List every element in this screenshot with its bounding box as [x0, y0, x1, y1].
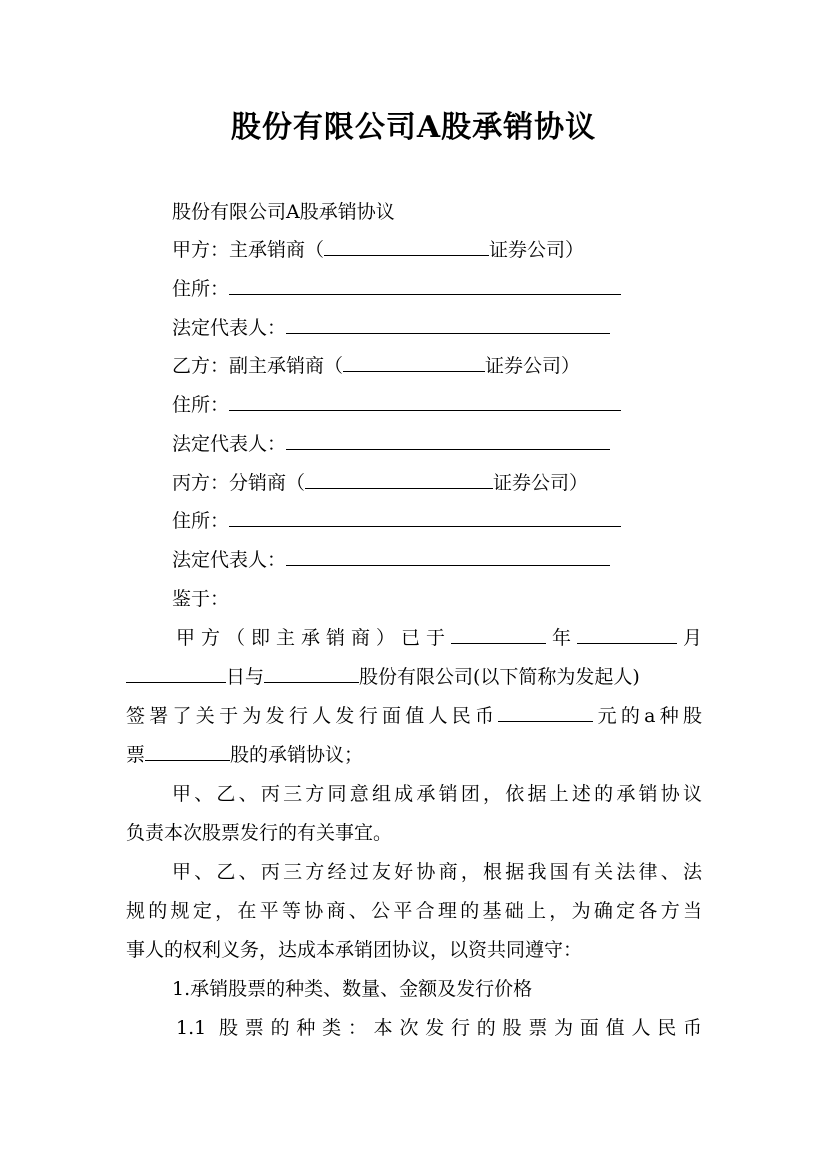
para1-line1: 甲方（即主承销商）已于 年 月 [176, 627, 702, 649]
party-c-label: 丙方：分销商（ [172, 472, 306, 494]
blank-field [305, 470, 493, 489]
address-a-label: 住所： [172, 278, 230, 300]
blank-field [229, 276, 621, 295]
subtitle: 股份有限公司A股承销协议 [172, 201, 395, 223]
section-heading-1: 1.承销股票的种类、数量、金额及发行价格 [172, 978, 533, 1000]
para3-line2: 规的规定，在平等协商、公平合理的基础上，为确定各方当 [126, 900, 702, 922]
party-b-label: 乙方：副主承销商（ [172, 355, 344, 377]
party-c-suffix: 证券公司） [493, 472, 589, 494]
whereas-label: 鉴于： [172, 588, 230, 610]
party-a-suffix: 证券公司） [489, 239, 585, 261]
address-a-line [172, 276, 621, 302]
blank-field [145, 742, 230, 761]
address-b-label: 住所： [172, 394, 230, 416]
party-a-line [172, 237, 584, 263]
blank-field [126, 664, 226, 683]
address-b-line [172, 392, 621, 418]
para1-line2: 日与 股份有限公司(以下简称为发起人) [126, 664, 702, 690]
party-c-line [172, 470, 588, 496]
blank-field [286, 547, 610, 566]
blank-field [324, 237, 489, 256]
rep-c-line [172, 547, 610, 573]
para1-line3: 签署了关于为发行人发行面值人民币 元的a种股 [126, 705, 702, 727]
blank-field [498, 703, 593, 722]
blank-field [286, 431, 610, 450]
rep-a-line [172, 315, 610, 341]
party-a-label: 甲方：主承销商（ [172, 239, 325, 261]
blank-field [264, 664, 359, 683]
rep-c-label: 法定代表人： [172, 549, 287, 571]
blank-field [451, 625, 546, 644]
address-c-line [172, 508, 621, 534]
blank-field [343, 353, 485, 372]
para3-line3: 事人的权利义务，达成本承销团协议，以资共同遵守： [126, 939, 583, 961]
para3-line1: 甲、乙、丙三方经过友好协商，根据我国有关法律、法 [172, 861, 702, 883]
para2-line2: 负责本次股票发行的有关事宜。 [126, 822, 393, 844]
para2-line1: 甲、乙、丙三方同意组成承销团，依据上述的承销协议 [172, 783, 702, 805]
section-heading-1-1: 1.1 股票的种类：本次发行的股票为面值人民币 [176, 1017, 702, 1039]
party-b-line [172, 353, 580, 379]
rep-b-line [172, 431, 610, 457]
blank-field [286, 315, 610, 334]
blank-field [229, 508, 621, 527]
party-b-suffix: 证券公司） [485, 355, 581, 377]
para1-line4: 票 股的承销协议； [126, 744, 364, 766]
document-title: 股份有限公司A股承销协议 [230, 110, 597, 145]
blank-field [229, 392, 621, 411]
blank-field [577, 625, 677, 644]
rep-b-label: 法定代表人： [172, 433, 287, 455]
address-c-label: 住所： [172, 510, 230, 532]
rep-a-label: 法定代表人： [172, 317, 287, 339]
